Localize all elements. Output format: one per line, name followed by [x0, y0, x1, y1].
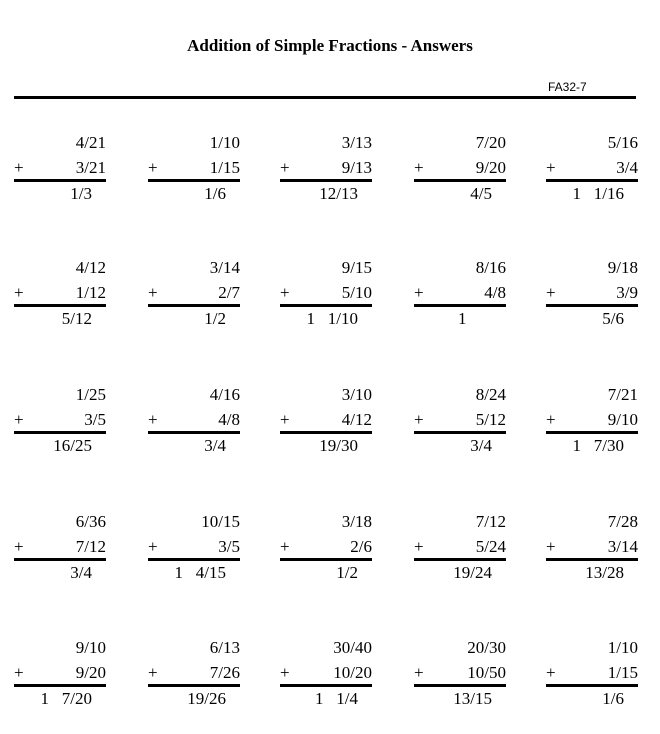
- problem-1-1: [14, 133, 106, 211]
- addend-top: 8/24: [475, 385, 506, 404]
- sum-line: [414, 558, 506, 561]
- problem-1-2: [148, 133, 240, 211]
- addend-top: 1/25: [75, 385, 106, 404]
- page-title: Addition of Simple Fractions - Answers: [187, 36, 473, 55]
- plus-sign: +: [414, 283, 424, 302]
- sum-line: [546, 304, 638, 307]
- addend-top: 4/16: [209, 385, 240, 404]
- sum-line: [280, 431, 372, 434]
- answer: 1: [458, 309, 492, 328]
- problem-5-3: [280, 638, 372, 716]
- addend-top: 7/21: [607, 385, 638, 404]
- answer: 1 7/30: [572, 436, 624, 455]
- addend-top: 3/13: [341, 133, 372, 152]
- problem-2-5: [546, 258, 638, 336]
- plus-sign: +: [148, 537, 158, 556]
- plus-sign: +: [280, 537, 290, 556]
- answer: 1 1/16: [572, 184, 624, 203]
- addend-top: 20/30: [467, 638, 506, 657]
- plus-sign: +: [148, 283, 158, 302]
- answer: 13/28: [585, 563, 624, 582]
- addend-top: 7/20: [475, 133, 506, 152]
- sum-line: [14, 304, 106, 307]
- addend-bottom: 3/9: [616, 283, 638, 302]
- problem-2-3: [280, 258, 372, 336]
- plus-sign: +: [14, 158, 24, 177]
- addend-bottom: 1/15: [607, 663, 638, 682]
- sum-line: [14, 558, 106, 561]
- plus-sign: +: [14, 410, 24, 429]
- addend-top: 9/10: [75, 638, 106, 657]
- answer: 19/30: [319, 436, 358, 455]
- answer: 1/3: [70, 184, 92, 203]
- addend-bottom: 7/26: [209, 663, 240, 682]
- sum-line: [414, 431, 506, 434]
- problem-4-5: [546, 512, 638, 590]
- answer: 1 1/4: [315, 689, 358, 708]
- addend-top: 4/21: [75, 133, 106, 152]
- problem-1-5: [546, 133, 638, 211]
- plus-sign: +: [148, 158, 158, 177]
- header-divider: [14, 96, 636, 99]
- problem-4-4: [414, 512, 506, 590]
- problem-3-4: [414, 385, 506, 463]
- plus-sign: +: [546, 410, 556, 429]
- addend-top: 3/18: [341, 512, 372, 531]
- answer: 13/15: [453, 689, 492, 708]
- problem-1-4: [414, 133, 506, 211]
- answer: 5/12: [61, 309, 92, 328]
- answer: 1 4/15: [174, 563, 226, 582]
- problem-2-1: [14, 258, 106, 336]
- addend-top: 6/13: [209, 638, 240, 657]
- addend-top: 1/10: [607, 638, 638, 657]
- answer: 19/26: [187, 689, 226, 708]
- plus-sign: +: [280, 663, 290, 682]
- addend-bottom: 5/10: [341, 283, 372, 302]
- answer: 1 1/10: [306, 309, 358, 328]
- addend-bottom: 4/8: [484, 283, 506, 302]
- plus-sign: +: [14, 537, 24, 556]
- addend-bottom: 7/12: [75, 537, 106, 556]
- addend-bottom: 5/12: [475, 410, 506, 429]
- problem-1-3: [280, 133, 372, 211]
- problem-5-1: [14, 638, 106, 716]
- addend-bottom: 9/13: [341, 158, 372, 177]
- addend-top: 5/16: [607, 133, 638, 152]
- addend-top: 7/12: [475, 512, 506, 531]
- problem-5-5: [546, 638, 638, 716]
- addend-bottom: 4/8: [218, 410, 240, 429]
- problem-5-4: [414, 638, 506, 716]
- plus-sign: +: [14, 663, 24, 682]
- plus-sign: +: [14, 283, 24, 302]
- problem-2-4: [414, 258, 506, 336]
- sum-line: [14, 431, 106, 434]
- problem-4-1: [14, 512, 106, 590]
- problem-3-1: [14, 385, 106, 463]
- answer: 5/6: [602, 309, 624, 328]
- sum-line: [414, 304, 506, 307]
- sum-line: [14, 684, 106, 687]
- addend-top: 1/10: [209, 133, 240, 152]
- addend-bottom: 10/20: [333, 663, 372, 682]
- addend-bottom: 5/24: [475, 537, 506, 556]
- answer: 12/13: [319, 184, 358, 203]
- answer: 1/2: [336, 563, 358, 582]
- plus-sign: +: [546, 158, 556, 177]
- sum-line: [148, 684, 240, 687]
- answer: 3/4: [204, 436, 226, 455]
- problem-4-3: [280, 512, 372, 590]
- answer: 1/6: [602, 689, 624, 708]
- sum-line: [148, 431, 240, 434]
- addend-bottom: 3/4: [616, 158, 638, 177]
- answer: 1/6: [204, 184, 226, 203]
- plus-sign: +: [414, 663, 424, 682]
- sum-line: [546, 431, 638, 434]
- sum-line: [546, 558, 638, 561]
- addend-top: 9/15: [341, 258, 372, 277]
- sum-line: [148, 304, 240, 307]
- problem-3-2: [148, 385, 240, 463]
- problem-3-3: [280, 385, 372, 463]
- addend-bottom: 3/5: [218, 537, 240, 556]
- sum-line: [546, 179, 638, 182]
- problem-5-2: [148, 638, 240, 716]
- sum-line: [280, 558, 372, 561]
- plus-sign: +: [280, 158, 290, 177]
- plus-sign: +: [414, 158, 424, 177]
- plus-sign: +: [280, 410, 290, 429]
- plus-sign: +: [414, 410, 424, 429]
- problem-4-2: [148, 512, 240, 590]
- answer: 3/4: [470, 436, 492, 455]
- addend-top: 7/28: [607, 512, 638, 531]
- plus-sign: +: [280, 283, 290, 302]
- sum-line: [14, 179, 106, 182]
- addend-bottom: 4/12: [341, 410, 372, 429]
- sum-line: [414, 179, 506, 182]
- addend-bottom: 1/12: [75, 283, 106, 302]
- answer: 16/25: [53, 436, 92, 455]
- plus-sign: +: [148, 410, 158, 429]
- addend-bottom: 3/21: [75, 158, 106, 177]
- plus-sign: +: [546, 283, 556, 302]
- problem-3-5: [546, 385, 638, 463]
- plus-sign: +: [414, 537, 424, 556]
- answer: 1 7/20: [40, 689, 92, 708]
- sum-line: [414, 684, 506, 687]
- sum-line: [280, 304, 372, 307]
- addend-bottom: 3/5: [84, 410, 106, 429]
- worksheet-code: FA32-7: [548, 80, 587, 94]
- addend-top: 4/12: [75, 258, 106, 277]
- plus-sign: +: [546, 663, 556, 682]
- addend-bottom: 2/6: [350, 537, 372, 556]
- addend-top: 9/18: [607, 258, 638, 277]
- sum-line: [280, 179, 372, 182]
- answer: 19/24: [453, 563, 492, 582]
- answer: 3/4: [70, 563, 92, 582]
- addend-bottom: 9/10: [607, 410, 638, 429]
- plus-sign: +: [546, 537, 556, 556]
- addend-top: 10/15: [201, 512, 240, 531]
- addend-bottom: 9/20: [75, 663, 106, 682]
- answer: 1/2: [204, 309, 226, 328]
- addend-top: 6/36: [75, 512, 106, 531]
- addend-bottom: 10/50: [467, 663, 506, 682]
- addend-top: 8/16: [475, 258, 506, 277]
- addend-bottom: 2/7: [218, 283, 240, 302]
- addend-top: 3/14: [209, 258, 240, 277]
- sum-line: [148, 179, 240, 182]
- addend-top: 30/40: [333, 638, 372, 657]
- sum-line: [546, 684, 638, 687]
- addend-top: 3/10: [341, 385, 372, 404]
- answer: 4/5: [470, 184, 492, 203]
- sum-line: [148, 558, 240, 561]
- addend-bottom: 9/20: [475, 158, 506, 177]
- plus-sign: +: [148, 663, 158, 682]
- problem-2-2: [148, 258, 240, 336]
- sum-line: [280, 684, 372, 687]
- addend-bottom: 3/14: [607, 537, 638, 556]
- addend-bottom: 1/15: [209, 158, 240, 177]
